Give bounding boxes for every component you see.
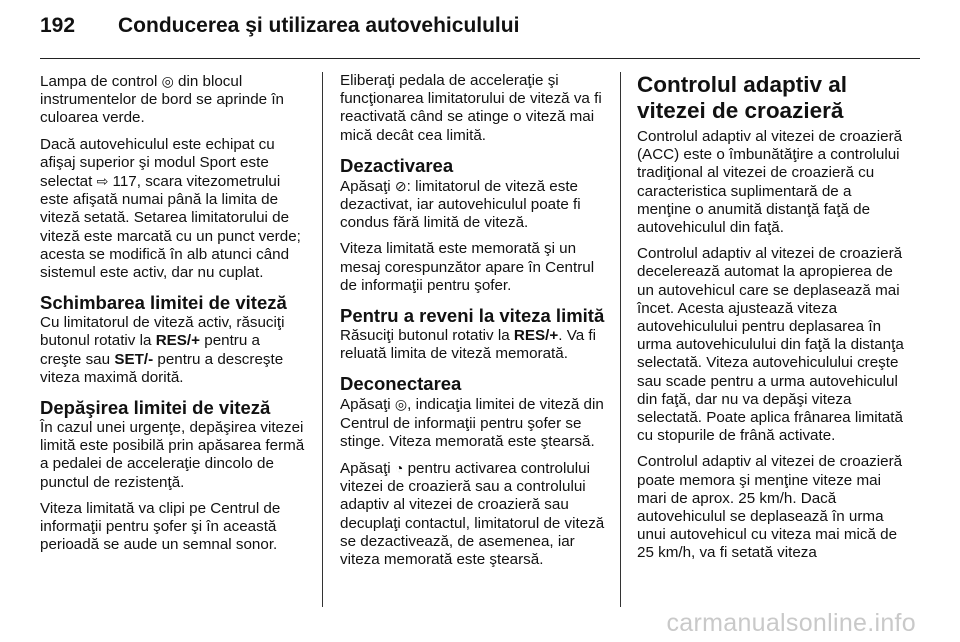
arrow-reference-icon: ⇨	[96, 173, 109, 190]
section-title: Controlul adaptiv al vitezei de croazieră	[637, 72, 848, 123]
paragraph: Controlul adaptiv al vitezei de croazieră decelerează automat la apropierea de un autovehicul care se deplasează mai încet. Acesta ajustează viteza autovehiculului pentru deplasarea în urma autovehiculului din faţă la distanţa selectată. Viteza autovehiculului creşte sau scade pentru a urma autovehiculul din faţă, dar nu va depăşi viteza selectată. Poate aplica frânarea limitată cu stopurile de frână activate.	[637, 245, 904, 445]
column-divider	[620, 72, 621, 607]
speedometer-icon: ◎	[394, 396, 408, 413]
page-number: 192	[40, 14, 76, 37]
column-right	[637, 72, 905, 571]
paragraph: Viteza limitată va clipi pe Centrul de informaţii pentru şofer şi în această perioadă se aude un semnal sonor.	[40, 499, 281, 554]
column-left	[40, 72, 305, 562]
paragraph: Controlul adaptiv al vitezei de croazieră poate memora şi menţine viteze mai mari de aprox. 25 km/h. Dacă autovehiculul se deplasează în urma unui autovehicul cu viteza mai mică de 25 km/h, va fi setată viteza	[637, 453, 903, 562]
watermark: carmanualsonline.info	[666, 609, 916, 637]
paragraph: Controlul adaptiv al vitezei de croazieră (ACC) este o îmbunătăţire a controlului tradiţional al vitezei de croazieră cu caracteristica suplimentară de a menţine o anumită distanţă faţă de autovehiculul din faţă.	[637, 128, 903, 237]
section-heading: Pentru a reveni la viteza limită	[340, 305, 605, 327]
column-middle	[340, 72, 608, 577]
page-title: Conducerea şi utilizarea autovehiculului	[118, 14, 520, 37]
section-heading: Depăşirea limitei de viteză	[40, 397, 271, 419]
paragraph: Răsuciţi butonul rotativ la RES/+. Va fi reluată limita de viteză memorată.	[340, 327, 596, 363]
limiter-off-icon: ⊘	[394, 177, 407, 194]
cruise-control-icon: ◔	[394, 460, 404, 477]
paragraph: Viteza limitată este memorată şi un mesaj corespunzător apare în Centrul de informaţii pentru şofer.	[340, 240, 595, 294]
section-heading: Dezactivarea	[340, 154, 454, 176]
paragraph: Apăsaţi ◎, indicaţia limitei de viteză din Centrul de informaţii pentru şofer se stinge. Viteza memorată este ştearsă.	[340, 396, 604, 450]
speedometer-icon: ◎	[161, 73, 174, 89]
paragraph: Cu limitatorul de viteză activ, răsuciţi butonul rotativ la RES/+ pentru a creşte sau SET/- pentru a descreşte viteza maximă dorită.	[40, 314, 285, 386]
column-divider	[322, 72, 323, 607]
paragraph: Eliberaţi pedala de acceleraţie şi funcţionarea limitatorului de viteză va fi reactivată când se atinge o viteză mai mică decât cea limită.	[340, 72, 602, 144]
paragraph: Apăsaţi ◔ pentru activarea controlului vitezei de croazieră sau a controlului adaptiv al vitezei de croazieră sau decuplaţi contactul, limitatorul de viteză se dezactivează, de asemenea, iar viteza memorată este ştearsă.	[340, 460, 605, 569]
paragraph: Lampa de control ◎ din blocul instrumentelor de bord se aprinde în culoarea verde.	[40, 73, 284, 127]
paragraph: În cazul unei urgenţe, depăşirea vitezei limită este posibilă prin apăsarea fermă a pedalei de acceleraţie dincolo de punctul de rezistenţă.	[40, 419, 305, 491]
section-heading: Deconectarea	[340, 373, 462, 395]
page-header	[40, 14, 519, 46]
paragraph: Apăsaţi ⊘: limitatorul de viteză este dezactivat, iar autovehiculul poate fi condus fără limită de viteză.	[340, 177, 581, 232]
header-rule	[40, 58, 920, 59]
paragraph: Dacă autovehiculul este echipat cu afişaj superior şi modul Sport este selectat ⇨ 117, scara vitezometrului este afişată numai până la limita de viteză setată. Setarea limitatorului de viteză este marcată cu un punct verde; acesta se modifică în alb atunci când sistemul este activ, dar nu cuplat.	[40, 135, 301, 282]
section-heading: Schimbarea limitei de viteză	[40, 292, 287, 314]
